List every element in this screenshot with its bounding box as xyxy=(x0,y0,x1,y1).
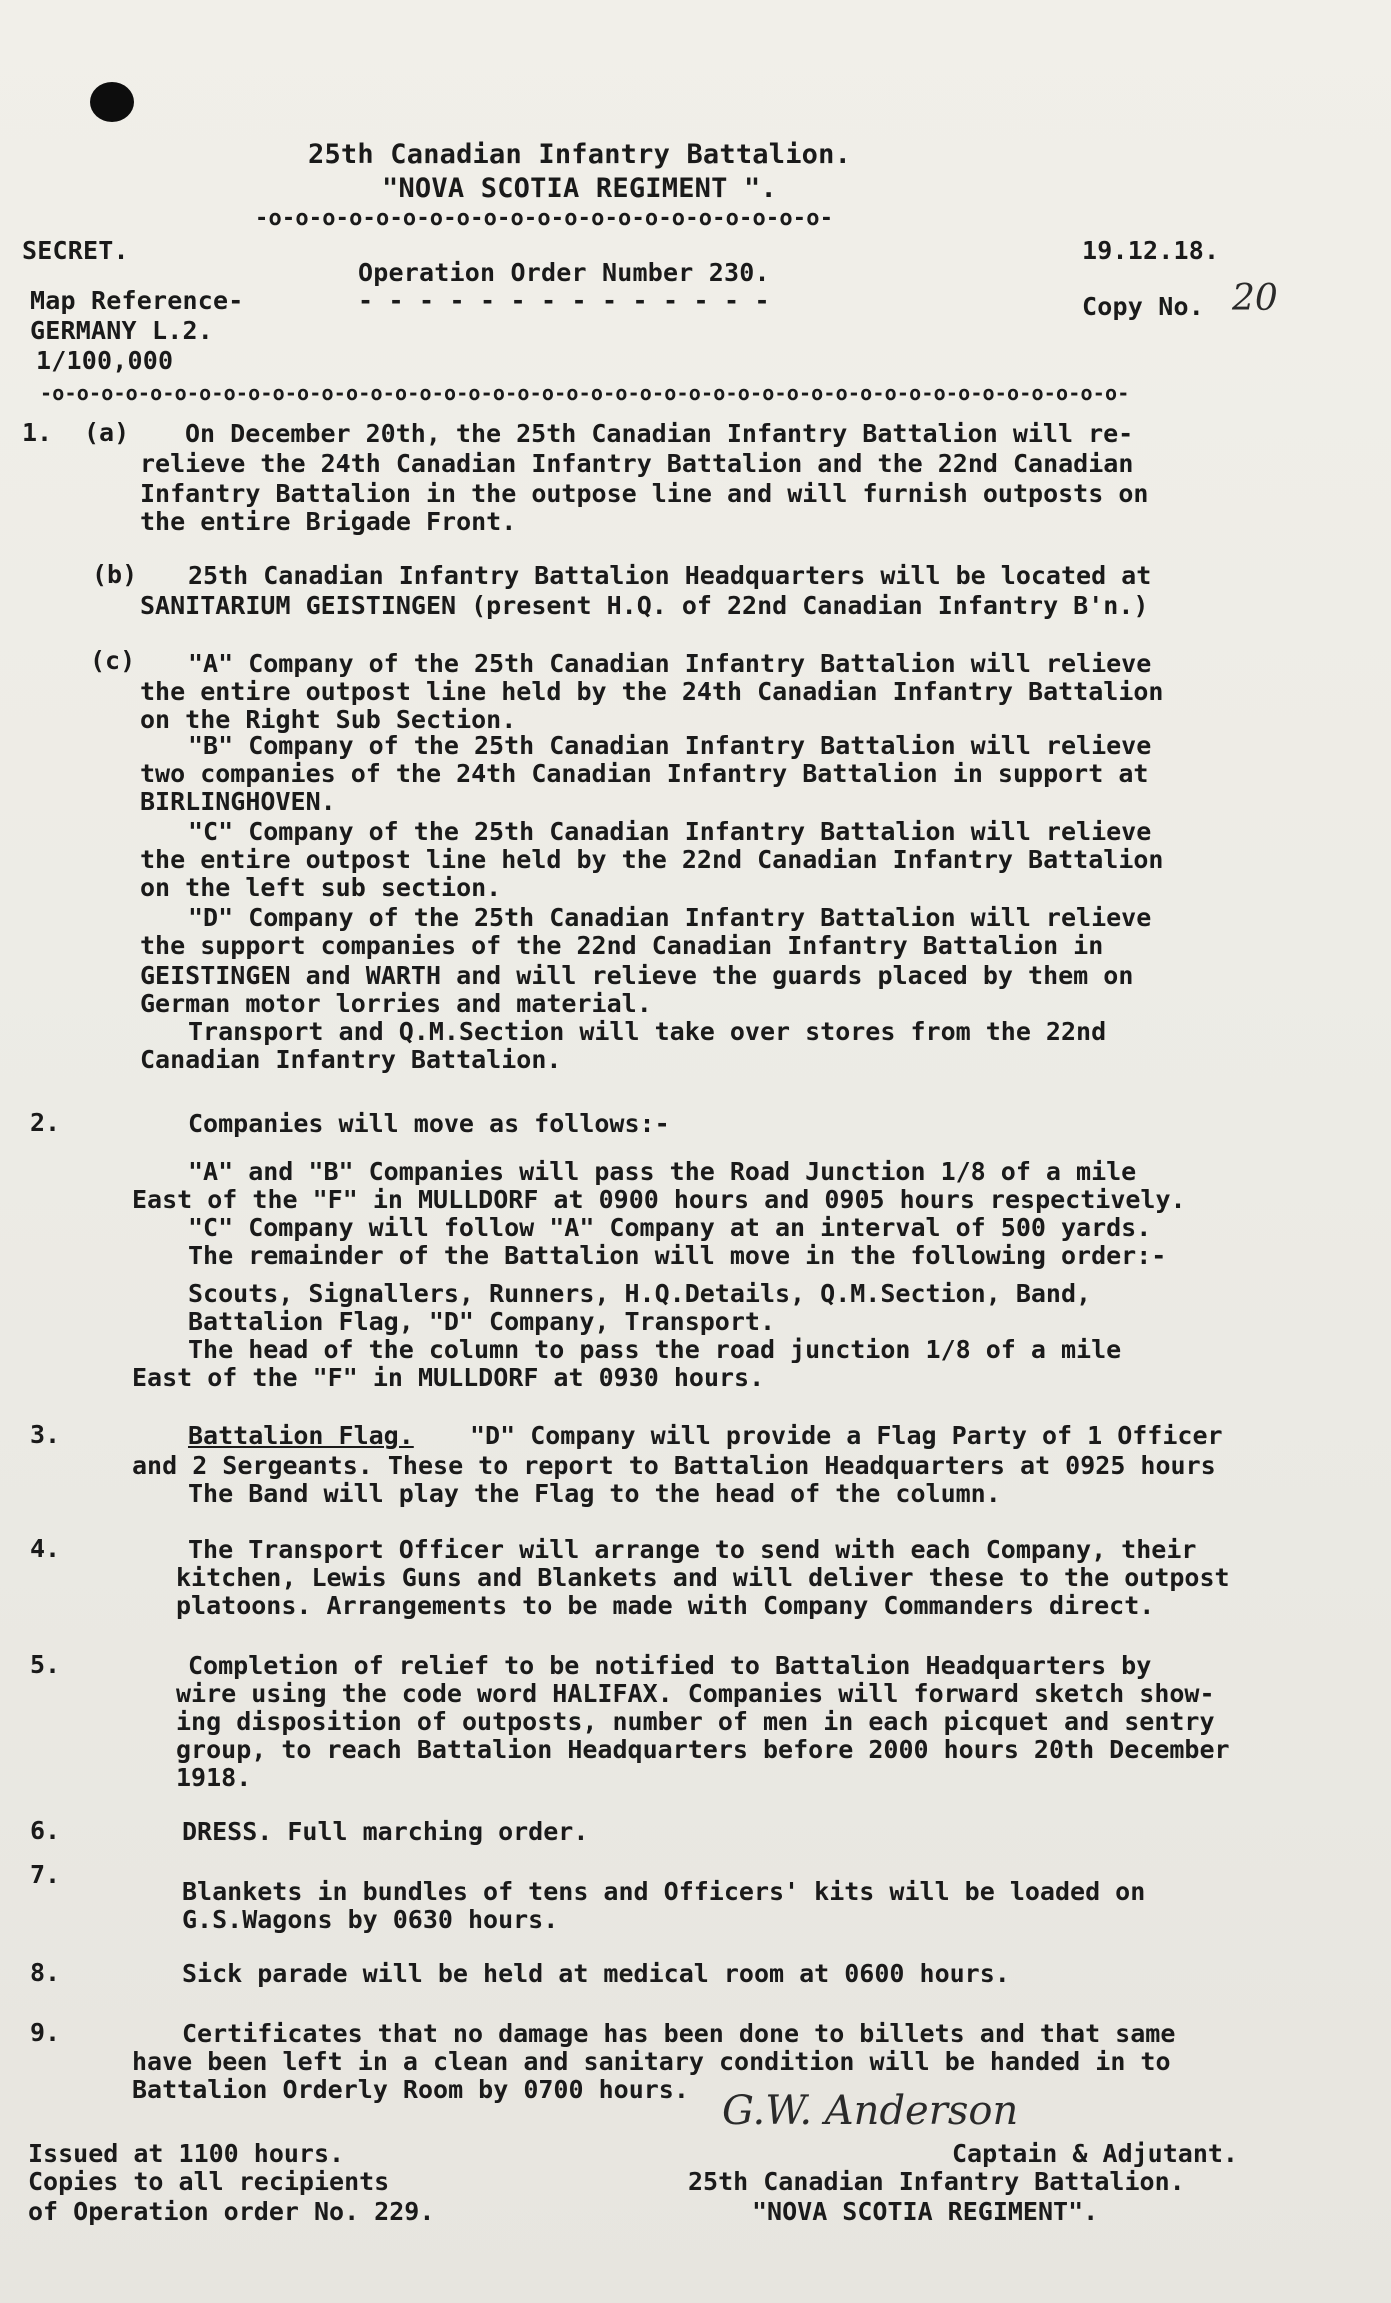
para3-line: "D" Company will provide a Flag Party of 1 Officer xyxy=(470,1421,1223,1450)
para2-line: The head of the column to pass the road junction 1/8 of a mile xyxy=(188,1335,1122,1364)
header-regiment: "NOVA SCOTIA REGIMENT ". xyxy=(382,173,777,204)
para5-line: ing disposition of outposts, number of men in each picquet and sentry xyxy=(176,1707,1215,1736)
signatory-rank: Captain & Adjutant. xyxy=(952,2139,1238,2168)
para2-line: Battalion Flag, "D" Company, Transport. xyxy=(188,1307,775,1336)
para1-c-line: GEISTINGEN and WARTH and will relieve the guards placed by them on xyxy=(140,961,1134,990)
para1-number: 1. xyxy=(22,418,53,447)
para1-a-line: the entire Brigade Front. xyxy=(140,507,517,536)
para9-line: Certificates that no damage has been done to billets and that same xyxy=(182,2019,1176,2048)
para2-line: The remainder of the Battalion will move in the following order:- xyxy=(188,1241,1167,1270)
para1-c-line: the entire outpost line held by the 24th Canadian Infantry Battalion xyxy=(140,677,1164,706)
para4-line: platoons. Arrangements to be made with Company Commanders direct. xyxy=(176,1591,1155,1620)
para5-line: Completion of relief to be notified to Battalion Headquarters by xyxy=(188,1651,1152,1680)
para5-line: 1918. xyxy=(176,1763,252,1792)
para1-c-line: "A" Company of the 25th Canadian Infantry Battalion will relieve xyxy=(188,649,1152,678)
para1-a-line: On December 20th, the 25th Canadian Infantry Battalion will re- xyxy=(185,419,1134,448)
para8-number: 8. xyxy=(30,1958,61,1987)
para1-c-line: two companies of the 24th Canadian Infantry Battalion in support at xyxy=(140,759,1149,788)
para9-number: 9. xyxy=(30,2018,61,2047)
para2-line: East of the "F" in MULLDORF at 0930 hours. xyxy=(132,1363,765,1392)
map-reference-label: Map Reference- xyxy=(30,286,244,315)
para2-line: Companies will move as follows:- xyxy=(188,1109,670,1138)
header-unit: 25th Canadian Infantry Battalion. xyxy=(308,139,852,170)
para2-line: East of the "F" in MULLDORF at 0900 hours and 0905 hours respectively. xyxy=(132,1185,1186,1214)
para7-line: G.S.Wagons by 0630 hours. xyxy=(182,1905,559,1934)
copy-label: Copy No. xyxy=(1082,292,1205,321)
separator-line: -o-o-o-o-o-o-o-o-o-o-o-o-o-o-o-o-o-o-o-o-o-o-o-o-o-o-o-o-o-o-o-o-o-o-o-o-o-o-o-o-o-o-o-o- xyxy=(40,381,1130,405)
para1-b-label: (b) xyxy=(92,560,138,589)
para1-c-line: "D" Company of the 25th Canadian Infantry Battalion will relieve xyxy=(188,903,1152,932)
punch-hole xyxy=(90,82,134,122)
para9-line: have been left in a clean and sanitary condition will be handed in to xyxy=(132,2047,1171,2076)
header-dash-line: -o-o-o-o-o-o-o-o-o-o-o-o-o-o-o-o-o-o-o-o-o- xyxy=(255,206,834,231)
para3-heading: Battalion Flag. xyxy=(188,1421,414,1450)
para1-c-line: Canadian Infantry Battalion. xyxy=(140,1045,562,1074)
para1-c-label: (c) xyxy=(90,646,136,675)
issued-time: Issued at 1100 hours. xyxy=(28,2139,345,2168)
para2-line: Scouts, Signallers, Runners, H.Q.Details, Q.M.Section, Band, xyxy=(188,1279,1092,1308)
para2-line: "A" and "B" Companies will pass the Road Junction 1/8 of a mile xyxy=(188,1157,1137,1186)
para1-c-line: BIRLINGHOVEN. xyxy=(140,787,336,816)
para3-number: 3. xyxy=(30,1420,61,1449)
para2-number: 2. xyxy=(30,1108,61,1137)
copy-number: 20 xyxy=(1232,278,1278,319)
para4-number: 4. xyxy=(30,1534,61,1563)
para7-line: Blankets in bundles of tens and Officers' kits will be loaded on xyxy=(182,1877,1146,1906)
para5-line: group, to reach Battalion Headquarters before 2000 hours 20th December xyxy=(176,1735,1230,1764)
para1-c-line: "C" Company of the 25th Canadian Infantry Battalion will relieve xyxy=(188,817,1152,846)
para1-a-line: Infantry Battalion in the outpose line and will furnish outposts on xyxy=(140,479,1149,508)
para1-b-line: SANITARIUM GEISTINGEN (present H.Q. of 22nd Canadian Infantry B'n.) xyxy=(140,591,1149,620)
copies-to: Copies to all recipients xyxy=(28,2167,390,2196)
signatory-unit: 25th Canadian Infantry Battalion. xyxy=(688,2167,1185,2196)
para1-c-line: the entire outpost line held by the 22nd Canadian Infantry Battalion xyxy=(140,845,1164,874)
para8-text: Sick parade will be held at medical room at 0600 hours. xyxy=(182,1959,1010,1988)
para1-b-line: 25th Canadian Infantry Battalion Headquarters will be located at xyxy=(188,561,1152,590)
map-reference-sheet: GERMANY L.2. xyxy=(30,316,214,345)
title-underline: - - - - - - - - - - - - - - xyxy=(358,286,770,315)
signature: G.W. Anderson xyxy=(722,2088,1019,2134)
para1-c-line: German motor lorries and material. xyxy=(140,989,652,1018)
para7-number: 7. xyxy=(30,1860,61,1889)
para2-line: "C" Company will follow "A" Company at an interval of 500 yards. xyxy=(188,1213,1152,1242)
signatory-regiment: "NOVA SCOTIA REGIMENT". xyxy=(752,2197,1099,2226)
para1-c-line: Transport and Q.M.Section will take over stores from the 22nd xyxy=(188,1017,1107,1046)
para1-c-line: the support companies of the 22nd Canadian Infantry Battalion in xyxy=(140,931,1104,960)
of-operation-order: of Operation order No. 229. xyxy=(28,2197,435,2226)
para4-line: kitchen, Lewis Guns and Blankets and will deliver these to the outpost xyxy=(176,1563,1230,1592)
para5-line: wire using the code word HALIFAX. Companies will forward sketch show- xyxy=(176,1679,1215,1708)
para5-number: 5. xyxy=(30,1650,61,1679)
para3-line: The Band will play the Flag to the head of the column. xyxy=(188,1479,1001,1508)
order-title: Operation Order Number 230. xyxy=(358,258,770,287)
map-reference-scale: 1/100,000 xyxy=(36,346,174,375)
para4-line: The Transport Officer will arrange to send with each Company, their xyxy=(188,1535,1197,1564)
para1-c-line: "B" Company of the 25th Canadian Infantry Battalion will relieve xyxy=(188,731,1152,760)
para9-line: Battalion Orderly Room by 0700 hours. xyxy=(132,2075,689,2104)
para1-c-line: on the left sub section. xyxy=(140,873,502,902)
para6-text: DRESS. Full marching order. xyxy=(182,1817,589,1846)
para1-a-line: relieve the 24th Canadian Infantry Battalion and the 22nd Canadian xyxy=(140,449,1134,478)
para1-c-line: on the Right Sub Section. xyxy=(140,705,517,734)
para6-number: 6. xyxy=(30,1816,61,1845)
secret-label: SECRET. xyxy=(22,236,129,265)
para1-a-label: (a) xyxy=(84,418,130,447)
order-date: 19.12.18. xyxy=(1082,236,1220,265)
para3-line: and 2 Sergeants. These to report to Battalion Headquarters at 0925 hours xyxy=(132,1451,1216,1480)
